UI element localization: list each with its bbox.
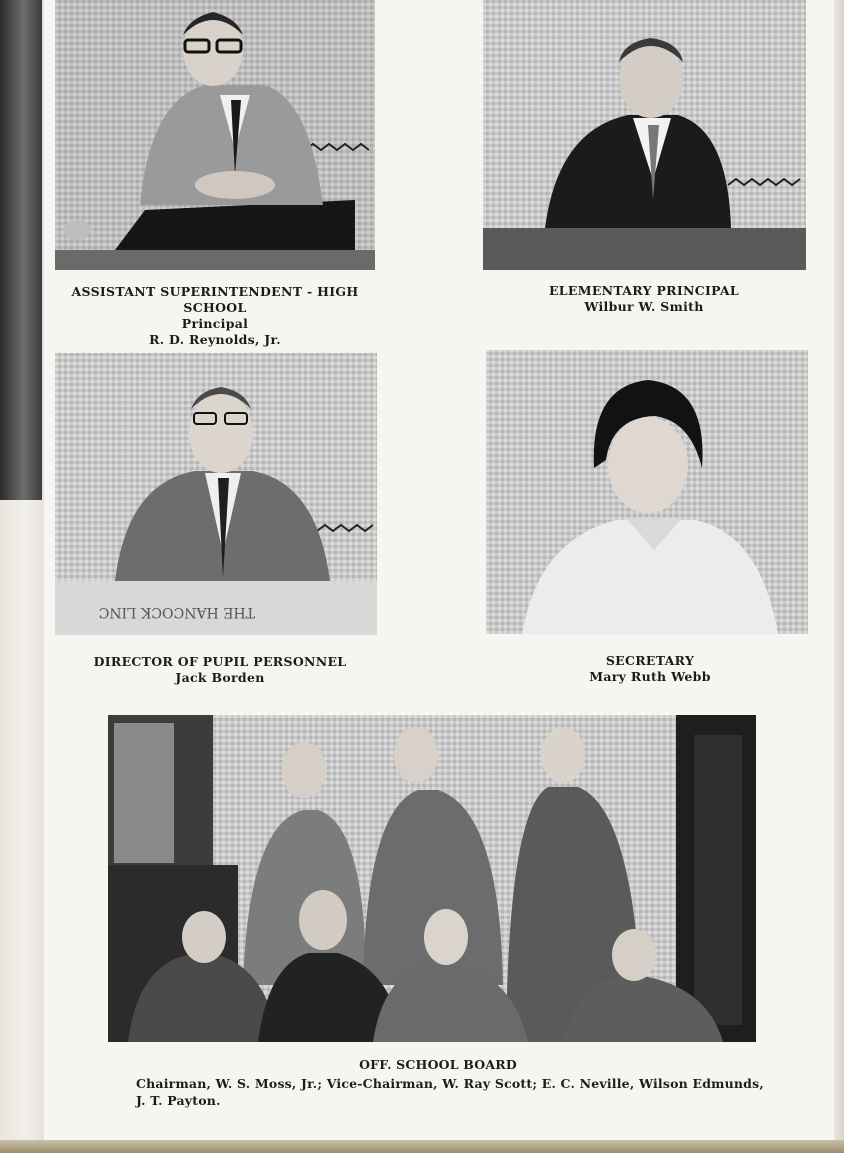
caption-smith-title: ELEMENTARY PRINCIPAL	[548, 283, 740, 298]
caption-webb	[490, 653, 810, 685]
caption-reynolds	[45, 284, 385, 348]
caption-reynolds-title: ASSISTANT SUPERINTENDENT - HIGH SCHOOL	[71, 284, 359, 315]
caption-reynolds-role: Principal	[181, 316, 249, 331]
caption-board-title: OFF. SCHOOL BOARD	[359, 1057, 517, 1072]
portrait-man-at-desk	[55, 0, 375, 270]
desk-sign-text: THE HANCOCK LINC	[98, 604, 255, 620]
caption-borden-title: DIRECTOR OF PUPIL PERSONNEL	[93, 654, 347, 669]
page-bottom-edge	[0, 1140, 844, 1153]
portrait-man-in-suit	[483, 0, 806, 270]
portrait-man-with-glasses	[55, 353, 377, 635]
page-right-edge	[834, 0, 844, 1153]
photo-reynolds	[55, 0, 375, 270]
photo-smith	[483, 0, 806, 270]
caption-webb-title: SECRETARY	[605, 653, 695, 668]
binding-shadow	[0, 0, 42, 500]
photo-webb	[486, 350, 808, 634]
caption-borden-name: Jack Borden	[175, 670, 265, 685]
caption-webb-name: Mary Ruth Webb	[589, 669, 711, 684]
caption-board-members: Chairman, W. S. Moss, Jr.; Vice-Chairman, W. Ray Scott; E. C. Neville, Wilson Edmunds, J. T. Payton.	[136, 1076, 764, 1108]
caption-school-board	[108, 1056, 768, 1109]
photo-school-board	[108, 715, 756, 1042]
caption-borden	[60, 654, 380, 686]
caption-smith	[484, 283, 804, 315]
caption-smith-name: Wilbur W. Smith	[584, 299, 704, 314]
portrait-woman	[486, 350, 808, 634]
caption-reynolds-name: R. D. Reynolds, Jr.	[149, 332, 281, 347]
group-portrait-board	[108, 715, 756, 1042]
photo-borden	[55, 353, 377, 635]
